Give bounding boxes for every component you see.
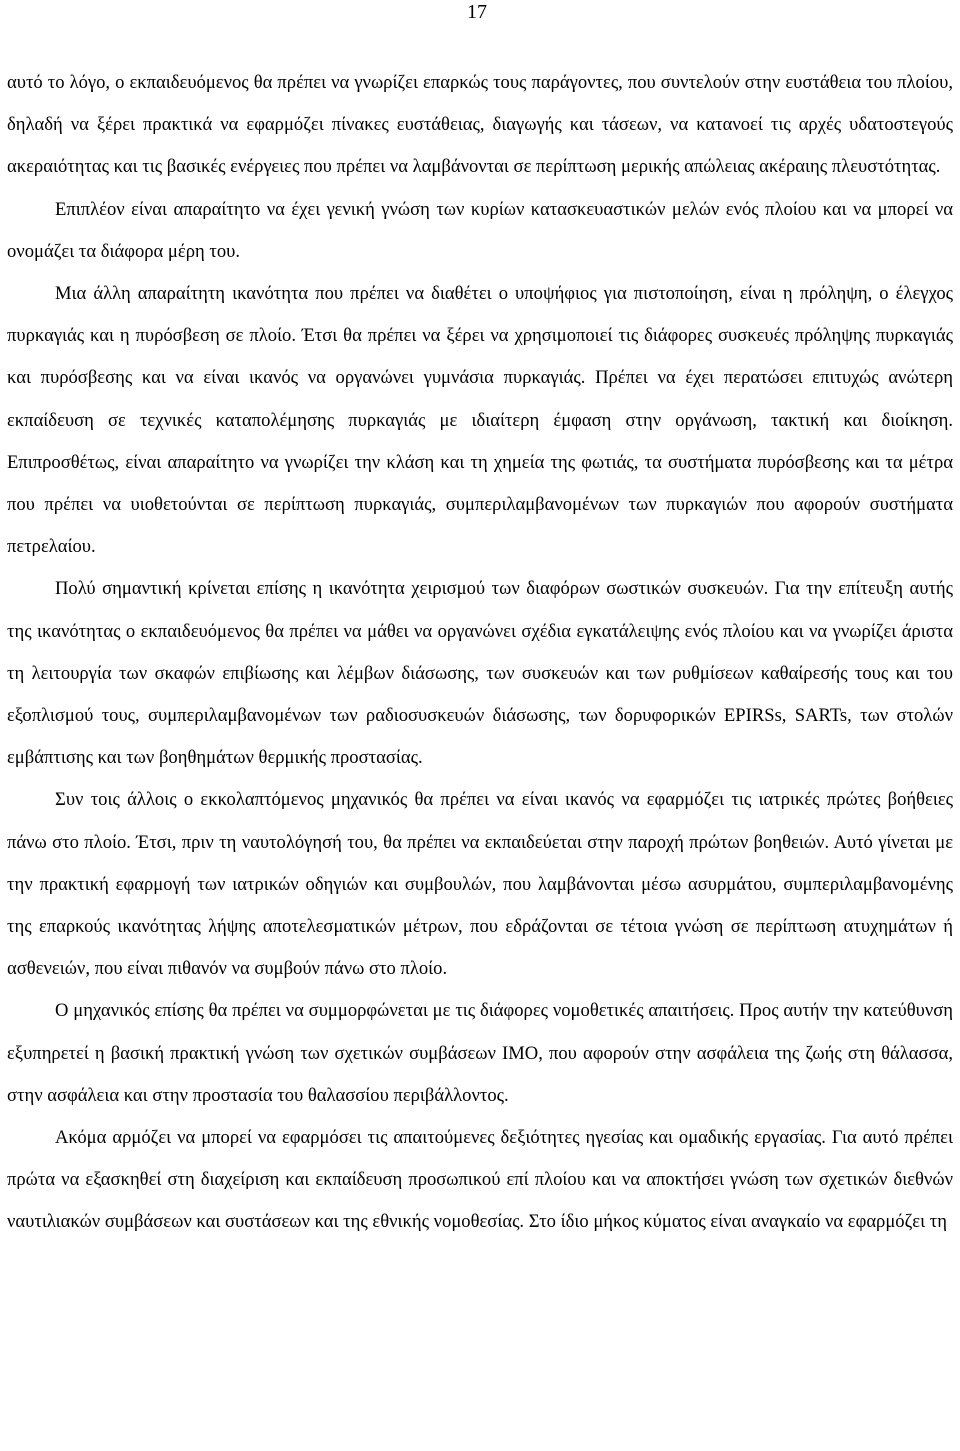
paragraph-first-aid: Συν τοις άλλοις ο εκκολαπτόμενος μηχανικός θα πρέπει να είναι ικανός να εφαρμόζει τις ιατρικές πρώτες βοήθειες πάνω στο πλοίο. Έτσι, πριν τη ναυτολόγησή του, θα πρέπει να εκπαιδεύεται στην παροχή πρώτων βοηθειών. Αυτό γίνεται με την πρακτική εφαρμογή των ιατρικών οδηγιών και συμβουλών, που λαμβάνονται μέσω ασυρμάτου, συμπεριλαμβανομένης της επαρκούς ικανότητας λήψης αποτελεσματικών μέτρων, που εδράζονται σε τέτοια γνώση σε περίπτωση ατυχημάτων ή ασθενειών, που είναι πιθανόν να συμβούν πάνω στο πλοίο.	[7, 789, 953, 980]
paragraph-life-saving: Πολύ σημαντική κρίνεται επίσης η ικανότητα χειρισμού των διαφόρων σωστικών συσκευών. Για την επίτευξη αυτής της ικανότητας ο εκπαιδευόμενος θα πρέπει να μάθει να οργανώνει σχέδια εγκατάλειψης ενός πλοίου και να γνωρίζει άριστα τη λειτουργία των σκαφών επιβίωσης και λέμβων διάσωσης, των συσκευών και των ρυθμίσεων καθαίρεσής τους και του εξοπλισμού τους, συμπεριλαμβανομένων των ραδιοσυσκευών διάσωσης, των δορυφορικών EPIRSs, SARTs, των στολών εμβάπτισης και των βοηθημάτων θερμικής προστασίας.	[7, 578, 953, 769]
paragraph-fire-fighting: Μια άλλη απαραίτητη ικανότητα που πρέπει να διαθέτει ο υποψήφιος για πιστοποίηση, είναι η πρόληψη, ο έλεγχος πυρκαγιάς και η πυρόσβεση σε πλοίο. Έτσι θα πρέπει να ξέρει να χρησιμοποιεί τις διάφορες συσκευές πρόληψης πυρκαγιάς και πυρόσβεσης και να είναι ικανός να οργανώνει γυμνάσια πυρκαγιάς. Πρέπει να έχει περατώσει επιτυχώς ανώτερη εκπαίδευση σε τεχνικές καταπολέμησης πυρκαγιάς με ιδιαίτερη έμφαση στην οργάνωση, τακτική και διοίκηση. Επιπροσθέτως, είναι απαραίτητο να γνωρίζει την κλάση και τη χημεία της φωτιάς, τα συστήματα πυρόσβεσης και τα μέτρα που πρέπει να υιοθετούνται σε περίπτωση πυρκαγιάς, συμπεριλαμβανομένων των πυρκαγιών που αφορούν συστήματα πετρελαίου.	[7, 283, 953, 558]
paragraph-leadership: Ακόμα αρμόζει να μπορεί να εφαρμόσει τις απαιτούμενες δεξιότητες ηγεσίας και ομαδικής εργασίας. Για αυτό πρέπει πρώτα να εξασκηθεί στη διαχείριση και εκπαίδευση προσωπικού επί πλοίου και να αποκτήσει γνώση των σχετικών διεθνών ναυτιλιακών συμβάσεων και συστάσεων και της εθνικής νομοθεσίας. Στο ίδιο μήκος κύματος είναι αναγκαίο να εφαρμόζει τη	[7, 1127, 953, 1233]
paragraph-stability: αυτό το λόγο, ο εκπαιδευόμενος θα πρέπει να γνωρίζει επαρκώς τους παράγοντες, που συντελούν στην ευστάθεια του πλοίου, δηλαδή να ξέρει πρακτικά να εφαρμόζει πίνακες ευστάθειας, διαγωγής και τάσεων, να κατανοεί τις αρχές υδατοστεγούς ακεραιότητας και τις βασικές ενέργειες που πρέπει να λαμβάνονται σε περίπτωση μερικής απώλειας ακέραιης πλευστότητας.	[7, 72, 953, 178]
paragraph-legislation: Ο μηχανικός επίσης θα πρέπει να συμμορφώνεται με τις διάφορες νομοθετικές απαιτήσεις. Προς αυτήν την κατεύθυνση εξυπηρετεί η βασική πρακτική γνώση των σχετικών συμβάσεων ΙΜΟ, που αφορούν στην ασφάλεια της ζωής στη θάλασσα, στην ασφάλεια και στην προστασία του θαλασσίου περιβάλλοντος.	[7, 1000, 953, 1106]
body-text	[7, 62, 953, 1244]
page-number: 17	[467, 1, 487, 23]
paragraph-construction: Επιπλέον είναι απαραίτητο να έχει γενική γνώση των κυρίων κατασκευαστικών μελών ενός πλοίου και να μπορεί να ονομάζει τα διάφορα μέρη του.	[7, 198, 953, 262]
